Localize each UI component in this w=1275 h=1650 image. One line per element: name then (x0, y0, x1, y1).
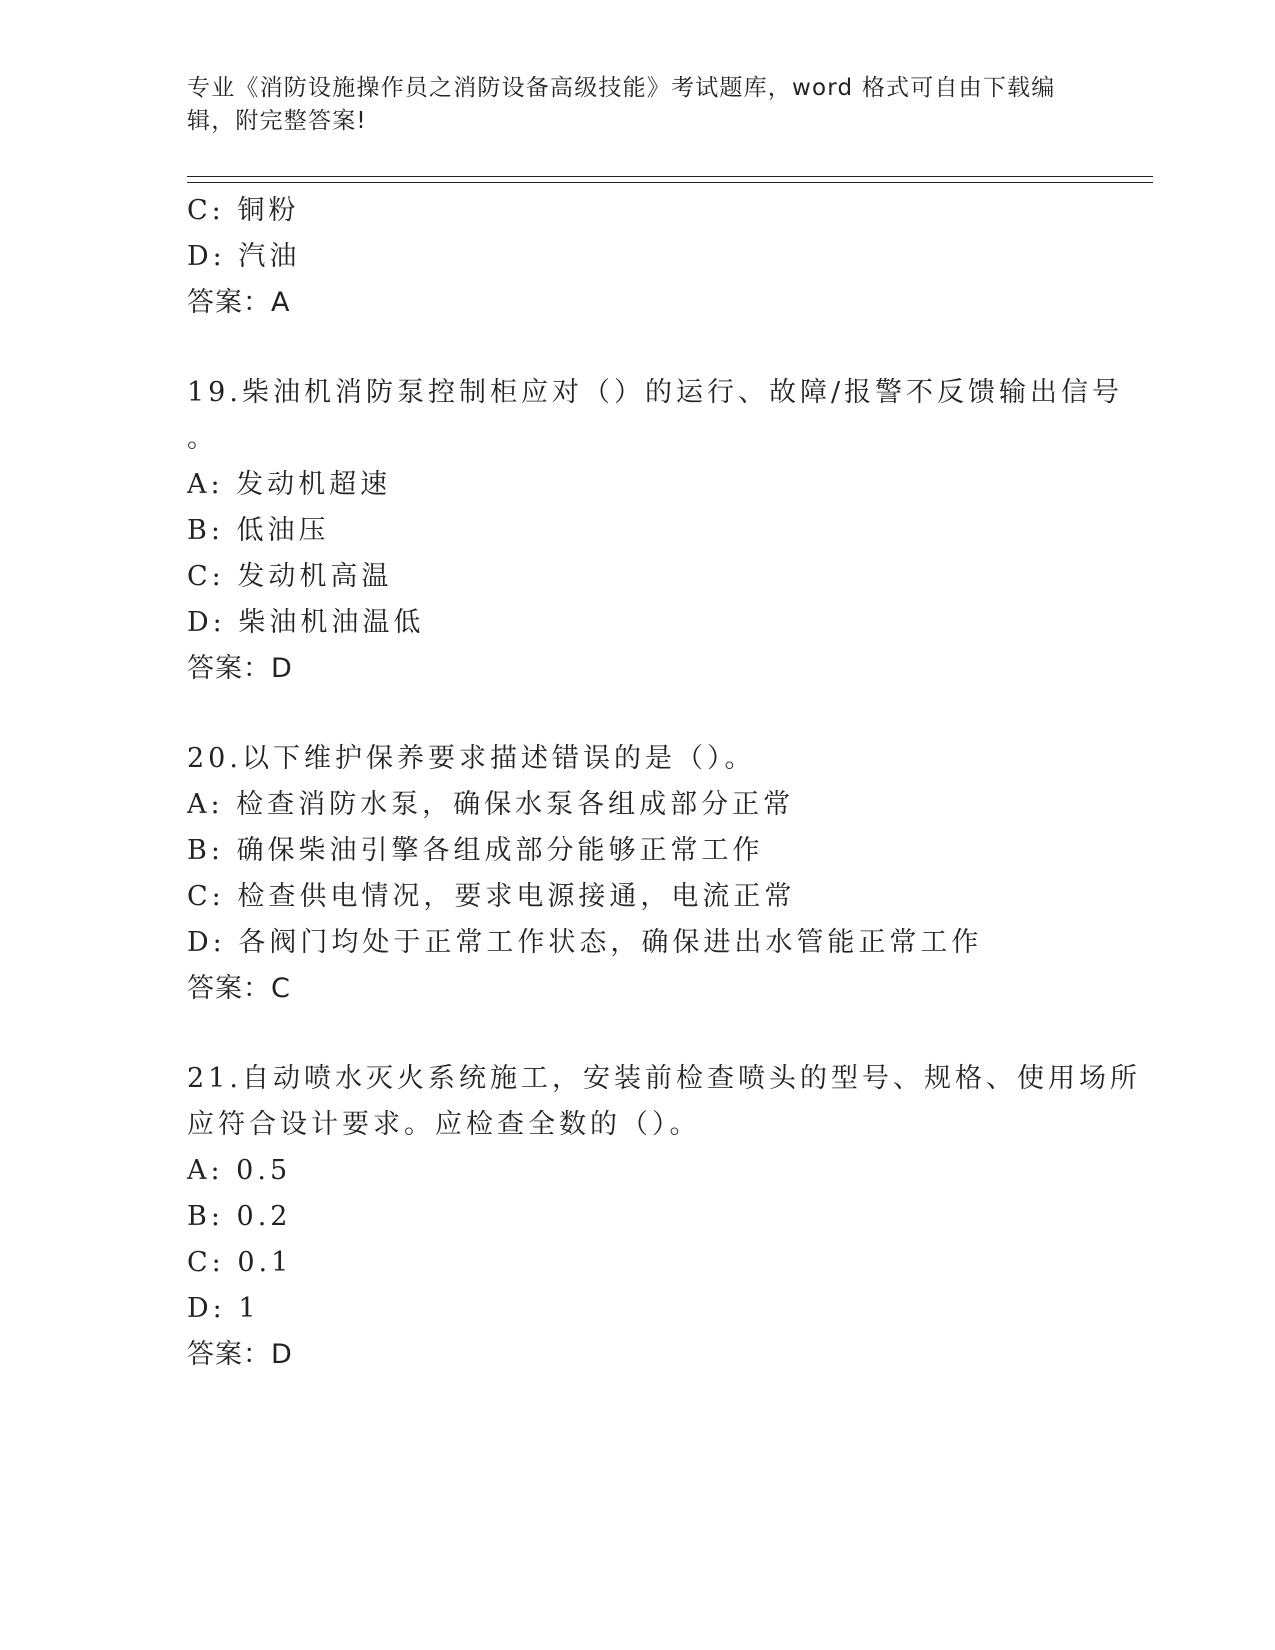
header-divider-top (187, 176, 1153, 177)
option-b: B: 确保柴油引擎各组成部分能够正常工作 (187, 835, 764, 866)
question-19 (187, 370, 1124, 692)
question-stem-continued: 。 (187, 423, 218, 454)
page-header (187, 72, 1067, 138)
answer: 答案：D (187, 653, 293, 684)
header-line-2: 辑，附完整答案! (187, 108, 367, 134)
option-b: B: 低油压 (187, 515, 330, 546)
option-b: B: 0.2 (187, 1201, 292, 1232)
header-line-1: 专业《消防设施操作员之消防设备高级技能》考试题库，word 格式可自由下载编 (187, 75, 1056, 101)
spacer (187, 692, 1087, 736)
question-stem: 19.柴油机消防泵控制柜应对（）的运行、故障/报警不反馈输出信号 (187, 377, 1124, 408)
option-a: A: 发动机超速 (187, 469, 392, 500)
option-c: C: 发动机高温 (187, 561, 393, 592)
question-21 (187, 1056, 1141, 1378)
option-a: A: 0.5 (187, 1155, 292, 1186)
question-stem: 21.自动喷水灭火系统施工，安装前检查喷头的型号、规格、使用场所 (187, 1063, 1141, 1094)
answer: 答案：D (187, 1339, 293, 1370)
option-c: C: 铜粉 (187, 195, 300, 226)
question-stem-continued: 应符合设计要求。应检查全数的（）。 (187, 1109, 701, 1140)
spacer (187, 326, 1087, 370)
option-a: A: 检查消防水泵，确保水泵各组成部分正常 (187, 789, 795, 820)
question-content (187, 188, 1141, 1378)
option-c: C: 0.1 (187, 1247, 293, 1278)
answer: 答案：C (187, 973, 291, 1004)
option-d: D: 汽油 (187, 241, 301, 272)
option-d: D: 柴油机油温低 (187, 607, 425, 638)
question-20 (187, 736, 1087, 1012)
answer: 答案：A (187, 287, 291, 318)
header-divider-bottom (187, 182, 1153, 183)
question-18-tail (187, 188, 1087, 326)
option-c: C: 检查供电情况，要求电源接通，电流正常 (187, 881, 796, 912)
question-stem: 20.以下维护保养要求描述错误的是（）。 (187, 743, 756, 774)
spacer (187, 1012, 1087, 1056)
option-d: D: 1 (187, 1293, 260, 1324)
option-d: D: 各阀门均处于正常工作状态，确保进出水管能正常工作 (187, 927, 983, 958)
